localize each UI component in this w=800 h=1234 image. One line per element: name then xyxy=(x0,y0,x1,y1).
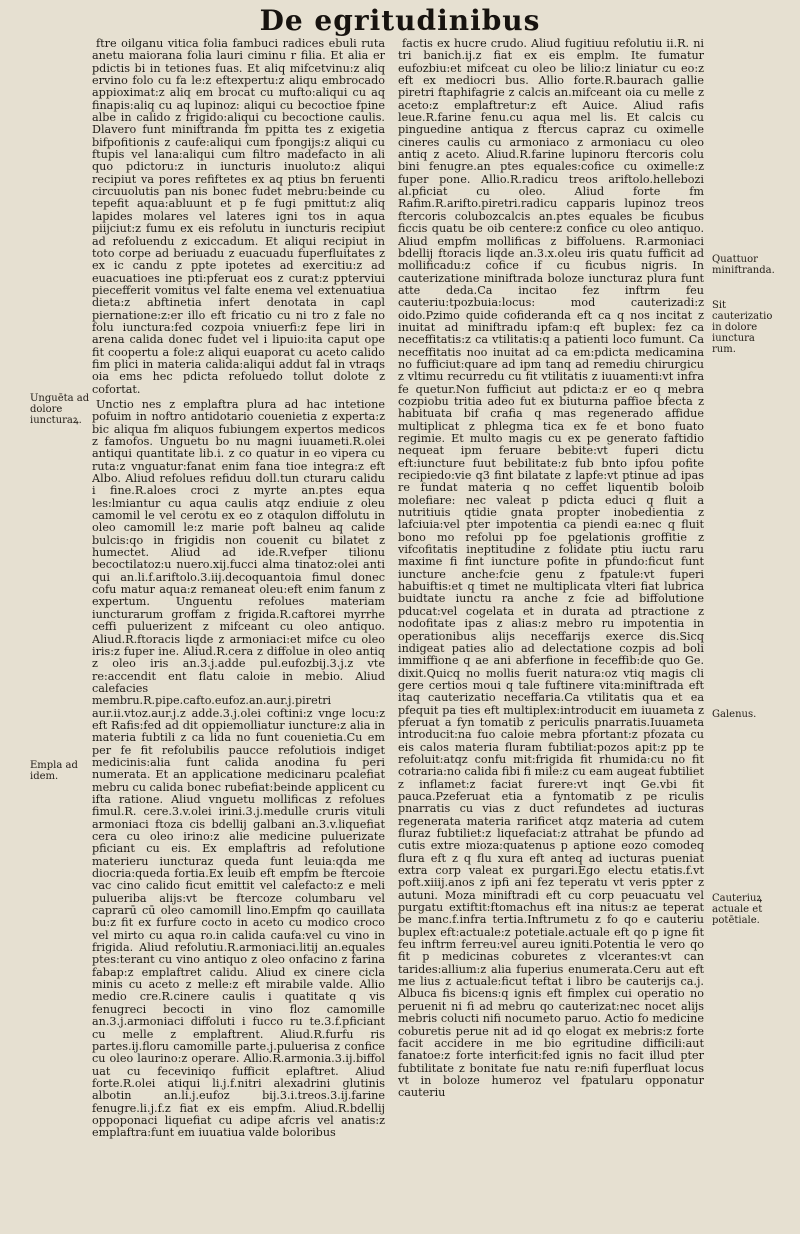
margin-note-emplastra: Empla ad idem. xyxy=(30,760,78,782)
margin-note-unguenta: Unguēta ad dolore iuncturaꝝ. xyxy=(30,393,90,426)
margin-note-cauterizatio: Sit cauterizatio in dolore iunctura rum. xyxy=(712,300,773,355)
left-paragraph: ftre oilganu vitica folia fambuci radices ebuli ruta anetu maiorana folia lauri ciminu r filia. Et alia er pdictis bi in tetiones fuas. Et aliq mifcetvinu:z aliq ervino folo cu fa le:z eftexpertu:z aliqu embrocado appioximat:z aliq em brocat cu mufto:aliqui cu aq finapis:aliq cu aq lupinoz: aliqui cu becoctioe fpine albe in calido z frigido:aliqui cu becoctione caulis. Dlavero funt miniftranda fm ppitta tes z exigetia bifpofitionis z caufe:aliqui cum fpongijs:z aliqui cu ftupis vel lana:aliqui cum filtro madefacto in ali quo pdictoru:z in iuncturis inuoluto:z aliqui recipiut va pores refiftetes ex aq ptius bn feruenti circuuolutis pan nis bonec fudet mebru:beinde cu tepefit aqua:abluunt et p fe fugi pmittut:z aliq lapides molares vel lateres igni tos in aqua piijciut:z fumu ex eis refolutu in iuncturis recipiut ad refoluendu z exiccadum. Et aliqui recipiut in toto corpe ad beriuadu z euacuadu fuperfluitates z ex ic candu z ppte ipotetes ad exercitiu:z ad euacuatioes ine pti:pferuat eos z curat:z ppterviui piecefferit vomitus vel falte enema vel extenuatiua dieta:z abftinetia infert denotata in capl piernatione:z:er illo eft fricatio cu ni tro z fale no folu iunctura:fed cozpoia vniuerfi:z fepe liri in arena calida donec fudet vel i lipuio:ita caput ope fit coopertu a fole:z aliqui euaporat cu aceto calido fim plici in materia calida:aliqui addut fal in vtraqs oia ems hec pdicta refoluedo tollut dolote z cofortat. xyxy=(92,38,385,396)
margin-note-galenus: Galenus. xyxy=(712,709,757,720)
left-text-column xyxy=(92,38,385,1218)
margin-note-cauterium: Cauteriuꝝ actuale et potētiale. xyxy=(712,893,763,926)
page-title: De egritudinibus xyxy=(259,4,541,37)
right-text-column xyxy=(398,38,704,1218)
left-paragraph: Unctio nes z emplaftra plura ad hac intetione pofuim in noftro antidotario couenietia z experta:z bic aliqua fm aliquos fubiungem expertos medicos z famofos. Unguetu bo nu magni iuuameti.R.olei antiqui quantitate lib.i. z co quatur in eo vipera cu ruta:z vnguatur:fanat enim fana tioe integra:z eft Albo. Aliud refolues refiduu doll.tun cturaru calidu i fine.R.aloes croci z myrte an.ptes equa les:lmiantur cu aqua caulis atqz endiuie z oleu camomil le vel cerotu ex eo z otaqulon diffolutu in oleo camomill le:z marie poft balneu aq calide bulcis:qo in frigidis non couenit cu bilatet z humectet. Aliud ad ide.R.vefper tilionu becoctilatoz:u nuero.xij.fucci alma tinatoz:olei anti qui an.li.f.ariftolo.3.iij.decoquantoia fimul donec cofu matur aqua:z remaneat oleu:eft enim fanum z expertum. Unguentu refolues materiam iuncturarum groffam z frigida.R.caftorei myrrhe ceffi puluerizent z mifceant cu oleo antiquo. Aliud.R.ftoracis liqde z armoniaci:et mifce cu oleo iris:z fuper ine. Aliud.R.cera z diffolue in oleo antiq z oleo iris an.3.j.adde pul.eufozbij.3.j.z vte re:accendit ent flatu caloie in mebio. Aliud calefacies membru.R.pipe.cafto.eufoz.an.aur.j.piretri aur.ii.vtoz.aur.j.z adde.3.j.olei coftini:z vnge locu:z eft Rafis:fed ad dit oppiemolliatur iuncture:z alia in materia fubtili z ca lida no funt couenietia.Cu em per fe fit refolubilis paucce refolutiois indiget medicinis:alia funt calida anodina fu peri numerata. Et an applicatione medicinaru pcalefiat mebru cu calida bonec rubefiat:beinde applicent cu ifta ratione. Aliud vnguetu mollificas z refolues fimul.R. cere.3.v.olei irini.3.j.medulle cruris vituli armoniaci ftoza cis bdellij galbani an.3.v.liquefiat cera cu oleo irino:z alie medicine puluerizate pficiant cu eis. Ex emplaftris ad refolutione materieru iuncturaz queda funt leuia:qda me diocria:queda fortia.Ex leuib eft empfm be ftercoie vac cino calido ficut emittit vel calefacto:z e meli pulueriba alijs:vt be ftercoze columbaru vel caprarū cū oleo camomill lino.Empfm qo cauillata bu:z fit ex furfure cocto in aceto cu modico croco vel mirto cu aqua ro.in calida caufa:vel cu vino in frigida. Aliud refolutiu.R.armoniaci.litij an.equales ptes:terant cu vino antiquo z oleo onfacino z farina fabap:z emplaftret calidu. Aliud ex cinere cicla minis cu aceto z melle:z eft mirabile valde. Allio medio cre.R.cinere caulis i quatitate q vis fenugreci becocti in vino floz camomille an.3.j.armoniaci diffoluti i fucco ru te.3.f.pficiant cu melle z emplaftrent. Aliud.R.furfu ris partes.ij.floru camomille parte.j.puluerisa z confice cu oleo laurino:z operare. Allio.R.armonia.3.ij.biffol uat cu feceviniqo fufficit eplaftret. Aliud forte.R.olei atiqui li.j.f.nitri alexadrini glutinis albotin an.li.j.eufoz bij.3.i.treos.3.ij.farine fenugre.li.j.f.z fiat ex eis empfm. Aliud.R.bdellij oppoponaci liquefiat cu adipe afcris vel anatis:z emplaftra:funt em iuuatiua valde boloribus xyxy=(92,397,385,1140)
right-paragraph: factis ex hucre crudo. Aliud fugitiuu refolutiu ii.R. ni tri banich.ij.z fiat ex eis emplm. Ite fumatur eufozbiu:et mifceat cu oleo be lilio:z liniatur cu eo:z eft ex mediocri bus. Allio forte.R.baurach gallie piretri ftaphifagrie z calcis an.mifceant oia cu melle z aceto:z emplaftretur:z eft Auice. Aliud rafis leue.R.farine fenu.cu aqua mel lis. Et calcis cu pinguedine antiqua z ftercus capraz cu oximelle cineres caulis cu armoniaco z armoniacu cu oleo antiq z aceto. Aliud.R.farine lupinoru ftercoris colu bini fenugre.an ptes equales:cofice cu oximelle:z fuper pone. Allio.R.radicu treos ariftolo.hellebozi al.pficiat cu oleo. Aliud forte fm Rafim.R.arifto.piretri.radicu capparis lupinoz treos ftercoris colubozcalcis an.ptes equales be ficubus ficcis quatu be oib centere:z confice cu oleo antiquo. Aliud empfm mollificas z biffoluens. R.armoniaci bdellij ftoracis liqde an.3.x.oleu iris quatu fufficit ad mollificadu:z cofice if cu ficubus nigris. In cauterizatione miniftrada boloze iuncturaz plura funt atte deda.Ca incitao fez inftrm feu cauteriu:tpozbuia:locus: mod cauterizadi:z oido.Pzimo quide cofideranda eft ca q nos incitat z inuitat ad miniftradu ipfam:q eft buplex: fez ca neceffitatis:z ca vtilitatis:q a patienti loco fumunt. Ca neceffitatis noo inuitat ad ca em:pdicta medicamina no fufficiut:quare ad ipm tanq ad remediu chirurgicu z vltimu recurredu cu fit vtilitatis z iuuamenti:vt infra fe quetur.Non fufficiut aut pdicta:z er eo q mebra cozpiobu tritia adeo fut ex biuturna paffioe bfecta z habituata bif crafia q mas regenerado affidue multiplicat z phlegma tica ex fe et bono fuato regimie. Et multo magis cu ex pe generato faftidio nequeat ipm feruare bebite:vt fuperi dictu eft:iuncture fuut bebilitate:z fub bnto ipfou pofite recipiedo:vie q3 fint bilatate z lapfe:vt ptinue ad ipas re fundat materia q no ceffet liquentib boloib molefiare: nec valeat p pdicta educi q fluit a nutritiuis qtidie gnata propter inobedientia z lafciuia:vel pter impotentia ca piendi ea:nec q fluit bono mo refolui pp foe pgelationis groffitie z vifcofitatis ineptitudine z folidate ptiu iuctu raru maxime fi fint iuncture pofite in pfundo:ficut funt iuncture anche:fcie genu z fpatule:vt fuperi habuiftis:et q timet ne multiplicata vlteri fiat lubrica buidtate iunctu ra anche z fcie ad biffolutione pducat:vel cogelata et in durata ad ptractione z nodofitate ipas z alias:z mebro ru impotentia in operationibus alijs neceffarijs exerce dis.Sicq indigeat paties alio ad delectatione cozpis ad boli immiffione q ae ani abferfione in feceffib:de quo Ge. dixit.Quicq no mollis fuerit natura:oz vtiq magis cli gere certios moui q tale fuftinere vita:miniftrada eft itaq cauterizatio neceffaria.Ca vtilitatis qua et ea pfequit pa ties eft multiplex:introducit em iuuameta z pferuat a fyn tomatib z periculis pnarratis.Iuuameta introducit:na fuo caloie mebra pfortant:z pfozata cu eis calos materia fluram fubtiliat:pozos apit:z pp te refoluit:atqz confu mit:frigida fit rhumida:cu no fit cotraria:no calida fibi fi mile:z cu eam augeat fubtiliet z inflamet:z faciat furere:vt inqt Ge.vbi fit pauca.Pzeferuat etia a fyntomatib z pe riculis pnarratis cu vias z duct refundetes ad iucturas regenerata materia rarificet atqz materia ad cutem fluraz fubtiliet:z liquefaciat:z attrahat be pfundo ad cutis extre mioza:quatenus p aptione eozo comodeq flura eft z q flu xura eft anteq ad iucturas pueniat extra corp valeat ex purgari.Ego electu etatis.f.vt poft.xiiij.anos z ipfi ani fez teperatu vt veris ppter z autuni. Moza miniftradi eft cu corp peuacuatu vel purgatu extiftit:ftomachus eft ina nitus:z ae teperat be manc.f.infra tertia.Inftrumetu z fo qo e cauteriu buplex eft:actuale:z potetiale.actuale eft qo p igne fit feu inftrm ferreu:vel aureu igniti.Potentia le vero qo fit p medicinas coburetes z vlcerantes:vt can tarides:allium:z alia fuperius enumerata.Ceru aut eft me lius z actuale:ficut teftat i libro be cauterijs ca.j. Albuca fis bicens:q ignis eft fimplex cui operatio no peruenit ni fi ad mebru qo cauterizat:nec nocet alijs mebris colucti nifi nocumeto paruo. Actio fo medicine coburetis perue nit ad id qo elogat ex mebris:z forte facit accidere in me bio egritudine difficili:aut fanatoe:z forte interficit:fed ignis no facit illud pter fubtilitate z bonitate fue natu re:nifi fuperfluat locus vt in boloze humeroz vel fpatularu opponatur cauteriu xyxy=(398,38,704,1100)
margin-note-quattuor: Quattuor miniftranda. xyxy=(712,254,775,276)
